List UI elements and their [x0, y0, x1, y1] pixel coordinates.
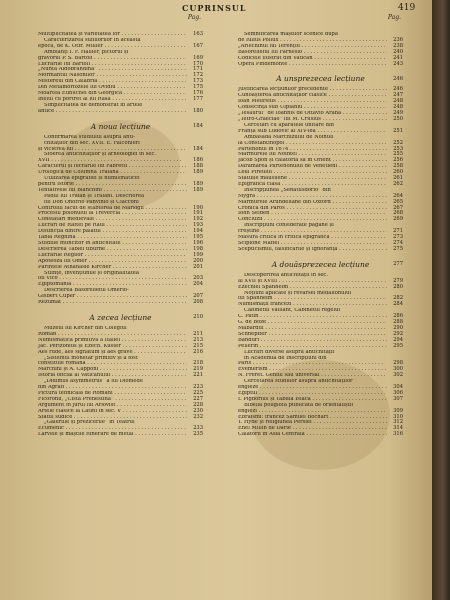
toc-entry-page: 198: [193, 245, 203, 252]
toc-entry-title: Mabardul . . .: [238, 326, 387, 332]
toc-entry-page: 221: [193, 372, 203, 379]
toc-entry-page: 215: [193, 342, 203, 349]
toc-entry-title: Descrierea Tablei tiburne . . .: [38, 247, 187, 253]
toc-entry-title: din Agrafi . . .: [38, 385, 187, 391]
toc-entry-title: Franța sub Ludovic al XIV-lea . . .: [238, 129, 387, 135]
toc-entry-page: 279: [393, 277, 403, 284]
toc-entry-page: 302: [393, 372, 403, 379]
toc-entry-title: Dărâmarea Partenonului de Venetieni . . .: [238, 164, 387, 170]
toc-entry-line: „Didimus asymmetrus” a lui Diomede: [44, 379, 143, 385]
toc-entry-title: Rezumat . . .: [38, 300, 187, 306]
toc-entry-page: 262: [393, 180, 403, 187]
toc-entry-title: Lucrările lui Bartoli . . .: [38, 62, 187, 68]
toc-entry-page: 189: [193, 180, 203, 187]
toc-entry-title: Tabla Reghină . . .: [38, 235, 187, 241]
toc-entry-page: 213: [193, 336, 203, 343]
toc-entry-title: T. Hyde și religiunea Persiei . . .: [238, 420, 387, 426]
toc-entry-page: 288: [393, 319, 403, 326]
toc-entry-line: Noțiuni aplicate și revarsei medalionului: [244, 290, 352, 296]
toc-entry-title: Consecința sub Ulpianiu . . .: [238, 105, 387, 111]
section-title: A zecea lecțiune: [89, 312, 152, 322]
toc-entry-page: 191: [193, 210, 203, 217]
section-heading: [238, 260, 403, 269]
toc-entry-title: I. Pignorius și Tabula Isiacă . . .: [238, 397, 387, 403]
toc-entry: [238, 432, 403, 438]
toc-entry-line: „Galeriile și prezicerile” în Teatrul: [44, 420, 135, 426]
toc-entry-page: 176: [193, 90, 203, 97]
toc-entry-title: Istoria oficial al Vaticanului . . .: [38, 373, 187, 379]
toc-entry-line: Confirmarea studiului asupra anti-: [44, 134, 135, 140]
toc-entry-title: Ioan Meursius . . .: [238, 99, 387, 105]
toc-entry: [238, 62, 403, 68]
toc-entry-page: 248: [393, 104, 403, 111]
section-title: A noua lecțiune: [90, 121, 151, 131]
toc-entry-page: 256: [393, 157, 403, 164]
section-heading: [238, 74, 403, 83]
toc-entry-line: „Sistemul monetar primitiv și a fost: [44, 355, 138, 361]
toc-entry-line: Muzeul lui Kircher din Colegiul: [44, 325, 127, 331]
toc-entry-title: Ecumenic . . .: [38, 426, 187, 432]
toc-entry-title: de Iulius Pollux . . .: [238, 38, 387, 44]
toc-entry-title: Codicele ilustrat din Vatican . . .: [238, 56, 387, 62]
toc-entry-title: Pictura tehnicală de Romani . . .: [38, 391, 187, 397]
toc-entry-page: 304: [393, 384, 403, 391]
left-column: [38, 14, 203, 438]
toc-entry-line: Sfoerea antichităților și arheologiei în sec.: [44, 152, 157, 158]
toc-entry-title: gravorul P. S. Bartoli . . .: [38, 56, 187, 62]
toc-entry-page: 227: [193, 395, 203, 402]
toc-entry: [38, 432, 203, 438]
toc-entry-title: Cunoașterea antichităților clasice . . .: [238, 93, 387, 99]
toc-entry-page: 232: [193, 413, 203, 420]
toc-entry-title: pentru istorie . . .: [38, 182, 187, 188]
toc-entry-title: Statuile mausilene . . .: [238, 176, 387, 182]
toc-entry-page: 196: [193, 240, 203, 246]
toc-entry-title: Concluzii . . .: [238, 217, 387, 223]
toc-entry-page: 193: [193, 222, 203, 229]
toc-entry-page: 260: [393, 169, 403, 176]
toc-entry-title: Moartea Eunuchei din Georgica . . .: [38, 91, 187, 97]
toc-entry-page: 309: [393, 407, 403, 414]
toc-entry-title: și vicierea lui . . .: [38, 147, 187, 153]
toc-entry-title: Gisbert Cuper . . .: [38, 294, 187, 300]
toc-entry-title: C. Patin . . .: [238, 314, 387, 320]
toc-entry-page: 273: [393, 234, 403, 241]
toc-entry-title: Larvele și măștile funerare de metal . . .: [38, 432, 187, 438]
toc-entry-title: Paris . . .: [238, 361, 387, 367]
toc-entry-page: 264: [393, 192, 403, 199]
toc-entry-page: 180: [193, 107, 203, 114]
toc-entry-title: XVII . . .: [38, 158, 187, 164]
toc-entry-page: 300: [393, 366, 403, 373]
toc-entry-title: Artele clasice la Latini în sec. V . . .: [38, 409, 187, 415]
toc-entry-line: Descrierea Basorelieful Omerio-: [44, 288, 129, 294]
toc-entry: [38, 109, 203, 115]
toc-entry-page: 240: [393, 48, 403, 55]
toc-entry-title: lui Spanheim . . .: [238, 296, 387, 302]
toc-entry-page: 246: [393, 86, 403, 93]
toc-entry-title: Multiplicitatea și varietatea lor . . .: [38, 32, 187, 38]
toc-entry-title: al XVII și XVIII . . .: [238, 279, 387, 285]
toc-entry-page: 255: [393, 151, 403, 158]
toc-entry-page: 249: [393, 110, 403, 117]
toc-entry-title: Marmurele lui Nointel . . .: [238, 152, 387, 158]
toc-entry-page: 271: [393, 228, 403, 235]
toc-entry-page: 294: [393, 336, 403, 343]
toc-entry-page: 207: [193, 293, 203, 300]
toc-entry-page: 190: [193, 204, 203, 211]
toc-block: [238, 32, 403, 67]
toc-entry-title: constituie romană . . .: [38, 361, 187, 367]
toc-entry-title: Călătorii în Asia Centrală . . .: [238, 432, 387, 438]
toc-entry-title: Scepticismul, falsificările și ignoranța . . .: [238, 247, 387, 253]
toc-entry-page: 235: [193, 431, 203, 438]
toc-entry-line: Caracterizarea sufluorilor în această: [44, 37, 141, 43]
toc-entry-title: Basorelieful lui Farnesio . . .: [238, 50, 387, 56]
toc-entry-title: Leul Pireului . . .: [238, 170, 387, 176]
toc-entry-page: 170: [193, 60, 203, 67]
toc-entry-page: 284: [393, 301, 403, 308]
toc-entry-line: Padul lui Traian și Traiani. Descrierea: [44, 193, 145, 199]
toc-entry-title: Din Metamorfozele lui Ovidiu . . .: [38, 85, 187, 91]
toc-entry-title: engleze . . .: [238, 385, 387, 391]
pag-label: Pag.: [387, 14, 401, 21]
toc-entry-page: 252: [393, 139, 403, 146]
toc-entry-line: Cercetări cu aparatele unitare din: [244, 122, 335, 128]
toc-entry-page: 298: [393, 360, 403, 367]
toc-entry-title: Egiptomania . . .: [38, 282, 187, 288]
toc-entry-page: 251: [393, 127, 403, 134]
toc-entry-page: 225: [193, 389, 203, 396]
toc-entry-title: antice . . .: [38, 109, 187, 115]
toc-entry-page: 188: [193, 163, 203, 170]
toc-entry-page: 286: [393, 313, 403, 320]
toc-entry-page: 204: [193, 281, 203, 288]
toc-entry-line: Descoperirea antichității în sec.: [244, 272, 328, 278]
toc-block: [238, 273, 403, 438]
toc-block: [38, 32, 203, 115]
toc-entry-page: 171: [193, 66, 203, 73]
toc-entry-line: Lucrări diverse asupra antichității: [244, 349, 335, 355]
toc-entry-title: Mormântul Nasonilor . . .: [38, 73, 187, 79]
toc-block: [38, 326, 203, 438]
toc-entry-page: 280: [393, 283, 403, 290]
toc-entry-page: 199: [193, 251, 203, 258]
section-title: A unsprezecea lecțiune: [276, 74, 365, 84]
page-number: 419: [398, 3, 416, 13]
toc-entry-page: 218: [193, 360, 203, 367]
toc-entry-title: Lucrările Regilor . . .: [38, 253, 187, 259]
toc-entry-title: la Constantinopol . . .: [238, 141, 387, 147]
toc-entry-title: Cronica din Paros . . .: [238, 206, 387, 212]
toc-entry-page: 290: [393, 324, 403, 331]
toc-entry-page: 169: [193, 54, 203, 61]
toc-entry-title: N. Fréret. Geniul său universal . . .: [238, 373, 387, 379]
pag-label: Pag.: [187, 14, 201, 21]
toc-entry-page: 189: [193, 186, 203, 193]
toc-entry-line: Inscripțiuni considerate păgâne și: [244, 223, 334, 229]
section-title: A douăsprezecea lecțiune: [271, 259, 370, 269]
toc-entry-title: Epigrafica clasă . . .: [238, 182, 387, 188]
toc-entry-page: 267: [393, 204, 403, 211]
toc-entry-title: Sfatul sudice . . .: [38, 415, 187, 421]
toc-entry-page: 189: [193, 169, 203, 176]
section-heading: [38, 122, 203, 131]
toc-entry-title: Părintele Athanasie Kircher . . .: [38, 265, 187, 271]
toc-entry-title: Controlul făcut de stabilirea de Marsigli . . .: [38, 206, 187, 212]
toc-entry-line: Semnificarea măștilor scenice după: [244, 32, 338, 37]
section-page: 277: [393, 261, 403, 268]
toc-entry-title: Apoteoza lui Omer . . .: [38, 259, 187, 265]
toc-entry-title: Enel Millin de Darie . . .: [238, 426, 387, 432]
toc-entry-title: Aes rude, aes signatum și aes grave . . .: [38, 350, 187, 356]
toc-entry-title: Mygra . . .: [238, 194, 387, 200]
toc-entry-page: 307: [393, 395, 403, 402]
toc-block: [238, 87, 403, 252]
toc-entry-page: 310: [393, 413, 403, 420]
toc-entry-page: 211: [193, 330, 203, 337]
toc-entry-line: Inscripțiunea „Senatusdorio” din: [244, 187, 331, 193]
toc-entry-title: Caracterul și lucrările lui Fabretti . . .: [38, 164, 187, 170]
toc-entry-title: Marchini și A. Capponi . . .: [38, 367, 187, 373]
toc-entry-line: Bibelia poliglotă publicată de orientaliștii: [244, 402, 354, 408]
toc-entry-title: englezi . . .: [238, 409, 387, 415]
toc-entry-title: Jac. Perizonius și Ezech. Kuster . . .: [38, 344, 187, 350]
toc-entry-page: 177: [193, 95, 203, 102]
toc-entry-title: Studiile muncitor în antichitate . . .: [38, 241, 187, 247]
toc-entry-page: 248: [393, 98, 403, 105]
toc-entry-page: 233: [193, 425, 203, 432]
toc-entry-page: 265: [393, 198, 403, 205]
running-title: CUPRINSUL: [182, 3, 247, 13]
toc-entry-page: 230: [193, 407, 203, 414]
toc-entry-page: 173: [193, 78, 203, 85]
toc-entry-line: Utilizarea epigrafiei și numismaticei: [44, 176, 140, 182]
toc-entry-page: 295: [393, 342, 403, 349]
section-page: 184: [193, 123, 203, 130]
toc-entry-page: 192: [193, 216, 203, 223]
toc-entry-title: Evemerism . . .: [238, 367, 387, 373]
book-spine: [432, 0, 450, 600]
toc-entry-title: Jacob Spon și călătoria sa în Orient . . .: [238, 158, 387, 164]
toc-entry-page: 316: [393, 431, 403, 438]
toc-entry-page: 314: [393, 425, 403, 432]
toc-entry-page: 219: [193, 366, 203, 373]
toc-entry-title: Tentativele lui Bianchini . . .: [38, 188, 187, 194]
toc-entry-title: „Tetro-Graeciae” lui M. Crusius . . .: [238, 117, 387, 123]
toc-entry-line: Ambasada Marchizului de Nointel: [244, 134, 334, 140]
toc-entry-title: Inelul cu portret al lui Rasa . . .: [38, 97, 187, 103]
toc-entry-page: 184: [193, 145, 203, 152]
toc-entry-title: Roman . . .: [38, 332, 187, 338]
toc-entry-title: Distincția dintre palatul . . .: [38, 229, 187, 235]
toc-entry-title: Lucrări de Raftei pe Raul . . .: [38, 223, 187, 229]
toc-entry-title: creștine . . .: [238, 229, 387, 235]
toc-entry-page: 243: [393, 60, 403, 67]
toc-entry-page: 200: [193, 257, 203, 264]
toc-entry-title: G. de Boze . . .: [238, 320, 387, 326]
toc-entry-title: Egiptul . . .: [238, 391, 387, 397]
toc-entry-line: în Academia de Inscripțiuni din: [244, 355, 327, 361]
toc-entry-title: Urologica de Columna Traiana . . .: [38, 170, 187, 176]
toc-entry-title: Iohn Selden . . .: [238, 211, 387, 217]
toc-block: [38, 135, 203, 306]
toc-entry-page: 261: [393, 175, 403, 182]
toc-entry-page: 253: [393, 145, 403, 152]
toc-entry: [238, 247, 403, 253]
toc-entry-page: 172: [193, 72, 203, 79]
toc-entry-page: 186: [193, 157, 203, 164]
toc-entry-page: 228: [193, 401, 203, 408]
toc-entry-title: lui Vico . . .: [38, 276, 187, 282]
toc-entry-page: 292: [393, 330, 403, 337]
toc-entry-line: Ambianți I. F. Hallier, pictorul și: [44, 49, 129, 55]
section-page: 246: [393, 75, 403, 82]
toc-entry-title: Ebraismi: francez Samuel Bochart . . .: [238, 415, 387, 421]
toc-entry-title: Banduri . . .: [238, 338, 387, 344]
toc-entry-page: 216: [193, 348, 203, 355]
toc-entry-page: 282: [393, 295, 403, 302]
toc-entry-page: 247: [393, 92, 403, 99]
toc-entry-title: Procesul polonului la Trevercia . . .: [38, 211, 187, 217]
toc-entry-title: Mistereul din Calabria . . .: [38, 79, 187, 85]
toc-entry-page: 312: [393, 419, 403, 426]
toc-entry-page: 238: [393, 42, 403, 49]
toc-entry-title: Măsura critică în critica epigrafică . . .: [238, 235, 387, 241]
toc-entry: [38, 300, 203, 306]
toc-entry-title: Scipione Maffei . . .: [238, 241, 387, 247]
toc-entry-title: epocă, de K. Otfr. Müller . . .: [38, 44, 187, 50]
toc-entry-title: „Arlechinul lui Terențiu . . .: [238, 44, 387, 50]
toc-entry-page: 175: [193, 84, 203, 91]
toc-entry-title: Argument în jurul lui Ariovist . . .: [38, 403, 187, 409]
toc-entry-title: Numismatica primitivă a Italiei . . .: [38, 338, 187, 344]
toc-entry-title: Justificarea lecțiunilor precedente . . .: [238, 87, 387, 93]
toc-entry-page: 241: [393, 54, 403, 61]
toc-entry-title: Schnepffer . . .: [238, 332, 387, 338]
toc-entry-page: 258: [393, 163, 403, 170]
toc-entry-page: 269: [393, 216, 403, 223]
toc-entry-page: 208: [193, 299, 203, 306]
toc-entry-title: Partenonul în 1674 . . .: [238, 147, 387, 153]
toc-entry-page: 195: [193, 234, 203, 241]
toc-entry-page: 201: [193, 263, 203, 270]
toc-entry-line: Simplicitatea de demonstrat în artele: [44, 102, 143, 108]
toc-entry-line: lui Don Onofrio Panvinio și Ciacconi: [44, 199, 139, 205]
toc-entry-page: 250: [393, 115, 403, 122]
toc-entry-page: 194: [193, 228, 203, 235]
toc-entry-page: 203: [193, 275, 203, 282]
toc-entry-title: „Tesaurul” de Ioannis de Ottavio Arana . . .: [238, 111, 387, 117]
toc-entry-title: Pellerin . . .: [238, 344, 387, 350]
toc-entry-page: 268: [393, 210, 403, 217]
toc-entry-title: Ficoronii, „Cista Prenestină” . . .: [38, 397, 187, 403]
section-heading: [38, 313, 203, 322]
section-page: 210: [193, 314, 203, 321]
toc-entry-line: Cercetarea studiilor asupra antichităților: [244, 379, 353, 385]
toc-entry-page: 163: [193, 31, 203, 37]
toc-entry-title: Marmurele Arundeliane din Oxford . . .: [238, 200, 387, 206]
right-column: [238, 14, 403, 438]
toc-entry-title: Constatări medievale . . .: [38, 217, 187, 223]
toc-entry-line: chitățiior din sec. XVII. E. Falconieri: [44, 140, 140, 146]
toc-entry-page: 274: [393, 240, 403, 246]
toc-entry-line: Cabinetul Vaillant, Cabinetul regelui: [244, 308, 341, 314]
toc-entry-page: 167: [193, 42, 203, 49]
toc-entry-title: Numismații francezi . . .: [238, 302, 387, 308]
toc-entry-title: Ezechiel Spanheim . . .: [238, 285, 387, 291]
toc-entry-page: 236: [393, 36, 403, 43]
toc-entry-line: Stiințe, invențiunile și originalitatea: [44, 270, 139, 276]
toc-entry-page: 275: [393, 245, 403, 252]
toc-entry-page: 223: [193, 384, 203, 391]
toc-entry-page: 306: [393, 389, 403, 396]
toc-entry-title: „Nuntă Aldobrandină” . . .: [38, 67, 187, 73]
toc-entry-title: Opera Pindemonte . . .: [238, 62, 387, 68]
